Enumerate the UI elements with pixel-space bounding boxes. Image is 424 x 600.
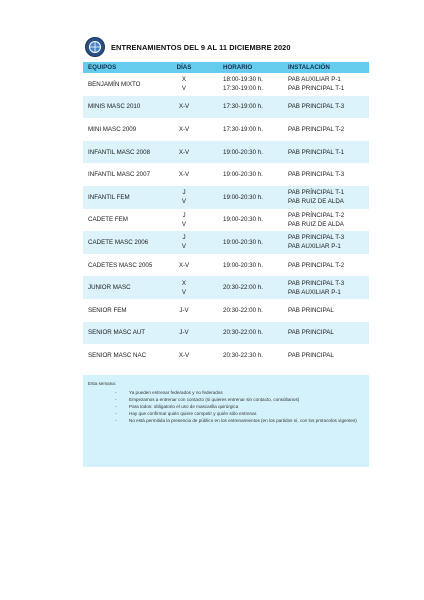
days-value: X-V [178,103,190,111]
note-text: Empezamos a entrenar con contacto (si quieres entrenar sin contacto, consúltanos) [129,397,300,402]
team-cell [88,276,131,299]
note-item [115,396,360,403]
notes-list [115,389,360,424]
schedule-cell [223,186,263,209]
team-cell [88,141,150,164]
facility-value: PAB PRINCIPAL T-1 [288,85,345,93]
facility-value: PAB PRÍNCIPAL T-2 [288,211,345,219]
table-row [83,209,369,232]
schedule-value: 19:00-20:30 h. [223,261,263,269]
facility-value: PAB PRINCIPAL T-1 [288,148,345,156]
facility-value: PAB PRINCIPAL [288,306,334,314]
facility-cell [288,163,344,186]
days-value: X [181,76,187,84]
days-value: X-V [178,125,190,133]
facility-value: PAB PRINCIPAL [288,329,334,337]
note-bullet: - [115,404,117,409]
facility-cell [288,322,334,345]
table-row [83,231,369,254]
schedule-cell [223,254,263,277]
schedule-cell [223,73,263,96]
days-value: X-V [178,261,190,269]
team-cell [88,186,130,209]
table-header [83,62,369,73]
days-cell [177,141,191,164]
schedule-value: 20:30-22:00 h. [223,306,263,314]
schedule-value: 19:00-20:30 h. [223,216,263,224]
days-value: V [181,243,187,251]
facility-value: PAB RUIZ DE ALDA [288,220,344,228]
note-text: No está permitida la presencia de público en los entrenamientos (en los partidos sí, con los protocolos vigentes) [129,418,357,423]
facility-cell [288,73,344,96]
facility-cell [288,118,344,141]
schedule-value: 17:30-19:00 h. [223,125,263,133]
days-cell [177,186,191,209]
schedule-cell [223,276,263,299]
facility-value: PAB PRINCIPAL T-3 [288,279,345,287]
team-cell [88,163,150,186]
note-bullet: - [115,411,117,416]
days-value: V [181,220,187,228]
days-value: J [182,189,186,197]
schedule-value: 19:00-20:30 h. [223,171,263,179]
days-cell [177,96,191,119]
header-equipos: EQUIPOS [88,64,117,71]
table-row [83,96,369,119]
schedule-value: 18:00-19:30 h. [223,76,263,84]
table-row [83,254,369,277]
team-cell [88,73,141,96]
schedule-value: 20:30-22:00 h. [223,329,263,337]
note-item [115,403,360,410]
schedule-value: 19:00-20:30 h. [223,148,263,156]
note-bullet: - [115,418,117,423]
schedule-value: 19:00-20:30 h. [223,193,263,201]
note-bullet: - [115,390,117,395]
team-cell [88,344,146,367]
team-cell [88,118,136,141]
facility-value: PAB PRINCIPAL T-3 [288,171,345,179]
schedule-value: 20:30-22:30 h. [223,351,263,359]
team-name: SENIOR MASC NAC [88,351,147,359]
header-instalacion: INSTALACIÓN [288,64,330,71]
team-name: MINIS MASC 2010 [88,103,141,111]
schedule-cell [223,322,263,345]
team-cell [88,322,145,345]
table-row [83,299,369,322]
table-row [83,186,369,209]
facility-cell [288,209,344,232]
schedule-value: 19:00-20:30 h. [223,238,263,246]
table-row [83,344,369,367]
team-cell [88,254,152,277]
facility-value: PAB AUXILIAR P-1 [288,76,341,84]
team-name: CADETES MASC 2005 [88,261,153,269]
note-item [115,389,360,396]
schedule-cell [223,344,263,367]
team-cell [88,96,140,119]
team-cell [88,209,128,232]
basketball-icon [88,40,102,54]
days-value: V [181,198,187,206]
days-value: X-V [178,171,190,179]
team-cell [88,231,148,254]
schedule-cell [223,209,263,232]
schedule-cell [223,231,263,254]
table-row [83,73,369,96]
page-title: ENTRENAMIENTOS DEL 9 AL 11 DICIEMBRE 2020 [111,43,291,52]
team-name: SENIOR MASC AUT [88,329,146,337]
note-text: Para todos: obligatorio el uso de mascarilla quirúrgica [129,404,239,409]
facility-value: PAB AUXILIAR P-1 [288,243,341,251]
team-name: MINI MASC 2009 [88,125,137,133]
facility-value: PAB PRÍNCIPAL T-1 [288,189,345,197]
note-text: Ya pueden entrenar federados y no federados [129,390,223,395]
table-body [83,73,369,367]
team-name: INFANTIL MASC 2007 [88,171,151,179]
facility-cell [288,299,334,322]
training-schedule-table [83,62,369,367]
days-cell [177,276,191,299]
days-value: V [181,85,187,93]
schedule-cell [223,96,263,119]
team-name: SENIOR FEM [88,306,127,314]
days-cell [177,344,191,367]
facility-cell [288,344,334,367]
facility-cell [288,141,344,164]
facility-value: PAB AUXILIAR P-1 [288,288,341,296]
days-cell [177,322,191,345]
note-item [115,417,360,424]
schedule-cell [223,118,263,141]
header-horario: HORARIO [223,64,253,71]
facility-cell [288,254,344,277]
facility-cell [288,96,344,119]
schedule-cell [223,299,263,322]
days-cell [177,163,191,186]
table-row [83,276,369,299]
facility-value: PAB PRINCIPAL T-3 [288,103,345,111]
notes-box [83,375,369,467]
table-row [83,322,369,345]
header-dias: DÍAS [176,64,192,71]
days-cell [177,73,191,96]
table-row [83,141,369,164]
note-text: Hay que confirmar quién quiere competir y quién sólo entrenar. [129,411,258,416]
days-value: J [182,211,186,219]
note-bullet: - [115,397,117,402]
days-value: J [182,234,186,242]
team-name: INFANTIL MASC 2008 [88,148,151,156]
days-cell [177,254,191,277]
note-item [115,410,360,417]
days-value: J-V [179,306,189,314]
schedule-value: 17:30-19:00 h. [223,85,263,93]
team-cell [88,299,127,322]
club-logo [85,37,105,57]
team-name: CADETE MASC 2006 [88,238,149,246]
days-value: J-V [179,329,189,337]
facility-cell [288,276,344,299]
days-value: X-V [178,148,190,156]
days-value: X-V [178,351,190,359]
team-name: INFANTIL FEM [88,193,130,201]
schedule-cell [223,163,263,186]
facility-value: PAB RUIZ DE ALDA [288,198,344,206]
days-value: V [181,288,187,296]
facility-cell [288,186,344,209]
facility-cell [288,231,344,254]
days-cell [177,209,191,232]
days-cell [177,118,191,141]
schedule-value: 20:30-22:00 h. [223,284,263,292]
team-name: CADETE FEM [88,216,128,224]
days-cell [177,299,191,322]
facility-value: PAB PRINCIPAL T-3 [288,234,345,242]
facility-value: PAB PRINCIPAL T-2 [288,261,345,269]
facility-value: PAB PRINCIPAL [288,351,334,359]
days-value: X [181,279,187,287]
table-row [83,118,369,141]
team-name: JUNIOR MASC [88,284,131,292]
days-cell [177,231,191,254]
table-row [83,163,369,186]
schedule-cell [223,141,263,164]
schedule-value: 17:30-19:00 h. [223,103,263,111]
team-name: BENJAMÍN MIXTO [88,80,141,88]
facility-value: PAB PRINCIPAL T-2 [288,125,345,133]
notes-intro: Esta semana: [88,381,117,386]
